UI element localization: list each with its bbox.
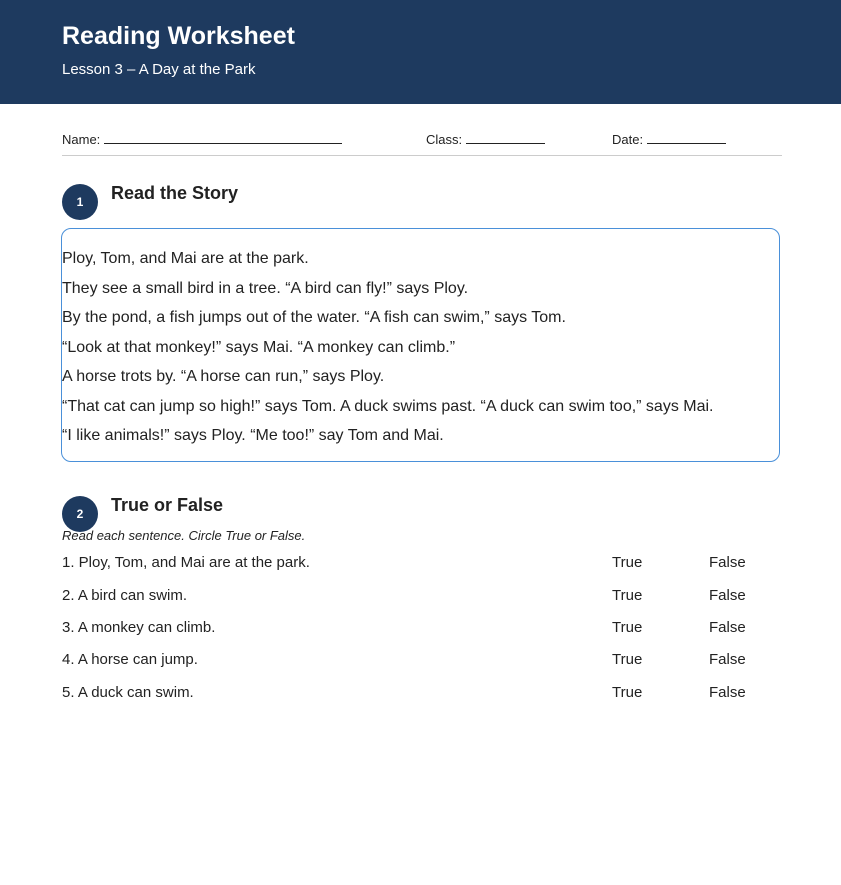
date-blank[interactable] <box>647 131 726 144</box>
question-row <box>62 684 782 704</box>
worksheet-title: Reading Worksheet <box>62 22 295 50</box>
false-option[interactable]: False <box>709 554 746 571</box>
story-line: By the pond, a fish jumps out of the water. “A fish can swim,” says Tom. <box>62 309 566 326</box>
question-row <box>62 554 782 574</box>
worksheet-subtitle: Lesson 3 – A Day at the Park <box>62 61 256 78</box>
story-line: “Look at that monkey!” says Mai. “A monkey can climb.” <box>62 339 456 356</box>
section-1-heading: Read the Story <box>111 183 239 203</box>
worksheet-header <box>0 0 841 104</box>
false-option[interactable]: False <box>709 619 746 636</box>
class-blank[interactable] <box>466 131 545 144</box>
section-2-heading: True or False <box>111 495 224 515</box>
story-line: “That cat can jump so high!” says Tom. A duck swims past. “A duck can swim too,” says Mai. <box>62 398 714 415</box>
true-option[interactable]: True <box>612 587 643 604</box>
true-option[interactable]: True <box>612 684 643 701</box>
date-label: Date: <box>612 132 644 147</box>
false-option[interactable]: False <box>709 651 746 668</box>
story-line: A horse trots by. “A horse can run,” says Ploy. <box>62 368 385 385</box>
question-row <box>62 651 782 671</box>
question-statement: 4. A horse can jump. <box>62 651 198 668</box>
name-label: Name: <box>62 132 101 147</box>
class-field[interactable] <box>426 131 545 147</box>
story-line: They see a small bird in a tree. “A bird can fly!” says Ploy. <box>62 280 469 297</box>
story-line: Ploy, Tom, and Mai are at the park. <box>62 250 309 267</box>
question-row <box>62 619 782 639</box>
question-row <box>62 587 782 607</box>
story-line: “I like animals!” says Ploy. “Me too!” say Tom and Mai. <box>62 427 444 444</box>
name-blank[interactable] <box>104 131 342 144</box>
date-field[interactable] <box>612 131 726 147</box>
true-option[interactable]: True <box>612 619 643 636</box>
true-option[interactable]: True <box>612 651 643 668</box>
question-statement: 2. A bird can swim. <box>62 587 188 604</box>
section-2-badge: 2 <box>62 496 98 532</box>
class-label: Class: <box>426 132 463 147</box>
section-1-badge: 1 <box>62 184 98 220</box>
student-info-row <box>62 131 782 155</box>
question-statement: 3. A monkey can climb. <box>62 619 216 636</box>
false-option[interactable]: False <box>709 684 746 701</box>
true-option[interactable]: True <box>612 554 643 571</box>
info-divider <box>62 155 782 156</box>
instructions-text: Read each sentence. Circle True or False. <box>62 528 306 543</box>
question-statement: 1. Ploy, Tom, and Mai are at the park. <box>62 554 310 571</box>
false-option[interactable]: False <box>709 587 746 604</box>
name-field[interactable] <box>62 131 342 147</box>
question-statement: 5. A duck can swim. <box>62 684 194 701</box>
